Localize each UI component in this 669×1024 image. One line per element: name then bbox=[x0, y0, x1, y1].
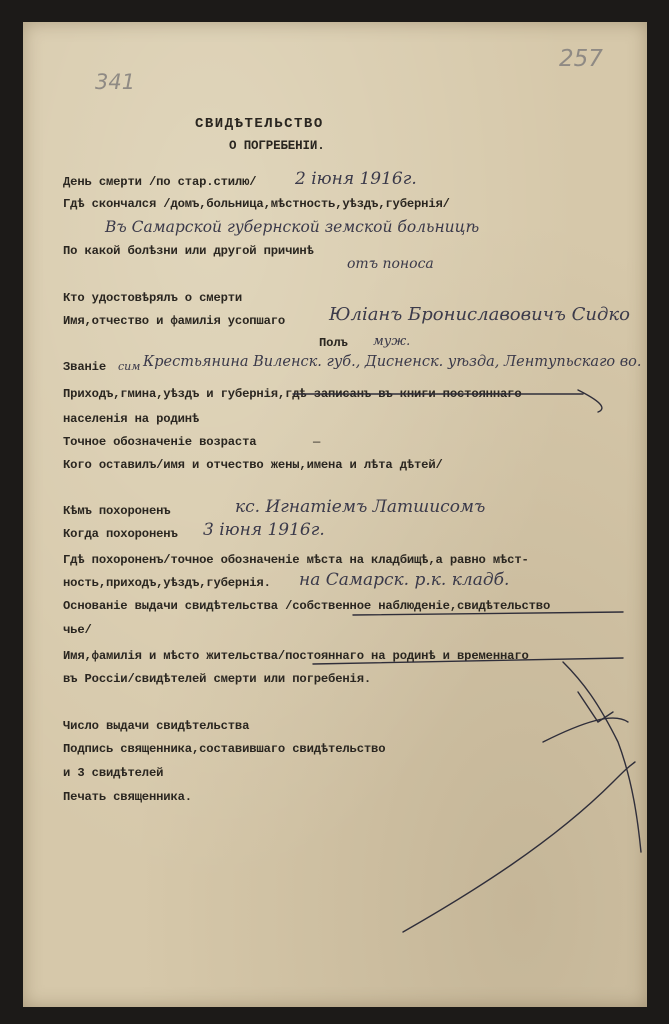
witnesses-label: Имя,фамилія и мѣсто жительства/постояннаго на родинѣ и временнаго bbox=[63, 649, 529, 663]
sex-value: муж. bbox=[373, 334, 411, 349]
disease-value: отъ поноса bbox=[347, 256, 434, 272]
diagonal-stroke-3 bbox=[403, 762, 635, 932]
strike-line-witnesses bbox=[313, 658, 623, 664]
burial-place-label: Гдѣ похороненъ/точное обозначеніе мѣста на кладбищѣ,а равно мѣст- bbox=[63, 553, 529, 567]
deceased-name-value: Юліанъ Брониславовичъ Сидко bbox=[329, 304, 630, 325]
diagonal-stroke-2 bbox=[543, 718, 628, 742]
handwritten-strokes bbox=[23, 22, 647, 1007]
disease-label: По какой болѣзни или другой причинѣ bbox=[63, 244, 314, 258]
burial-place-label-cont: ность,приходъ,уѣздъ,губернія. bbox=[63, 576, 271, 590]
diagonal-stroke-4 bbox=[578, 692, 613, 722]
seal-label: Печать священника. bbox=[63, 790, 192, 804]
age-value: — bbox=[313, 435, 321, 449]
death-day-label: День смерти /по стар.стилю/ bbox=[63, 175, 257, 189]
age-label: Точное обозначеніе возраста bbox=[63, 435, 257, 449]
rank-label: Званіе bbox=[63, 360, 106, 374]
deceased-name-label: Имя,отчество и фамилія усопшаго bbox=[63, 314, 286, 328]
buried-by-value: кс. Игнатіемъ Латшисомъ bbox=[235, 497, 486, 517]
diagonal-stroke-1 bbox=[563, 662, 641, 852]
burial-place-value: на Самарск. р.к. кладб. bbox=[299, 570, 510, 590]
rank-value: Крестьянина Виленск. губ., Дисненск. уѣзда, Лентупьскаго во. bbox=[143, 354, 642, 370]
burial-date-label: Когда похороненъ bbox=[63, 527, 178, 541]
burial-date-value: 3 іюня 1916г. bbox=[203, 520, 325, 540]
died-where-label: Гдѣ скончался /домъ,больница,мѣстность,уѣздъ,губернія/ bbox=[63, 197, 450, 211]
certified-by-label: Кто удостовѣрялъ о смерти bbox=[63, 291, 243, 305]
survivors-label: Кого оставилъ/имя и отчество жены,имена и лѣта дѣтей/ bbox=[63, 458, 443, 472]
death-day-value: 2 іюня 1916г. bbox=[295, 169, 417, 189]
page-number: 341 bbox=[95, 70, 136, 94]
sex-label: Полъ bbox=[319, 336, 348, 350]
basis-label: Основаніе выдачи свидѣтельства /собственное наблюденіе,свидѣтельство bbox=[63, 599, 551, 613]
parish-label: Приходъ,гмина,уѣздъ и губернія,гдѣ записанъ въ книги постояннаго bbox=[63, 387, 522, 401]
strike-line-basis bbox=[353, 612, 623, 615]
died-where-value: Въ Самарской губернской земской больницѣ bbox=[105, 218, 480, 236]
witnesses-label-cont: въ Россіи/свидѣтелей смерти или погребенія. bbox=[63, 672, 372, 686]
document-title: СВИДѢТЕЛЬСТВО bbox=[195, 116, 324, 132]
document-subtitle: О ПОГРЕБЕНІИ. bbox=[229, 139, 325, 153]
basis-label-cont: чье/ bbox=[63, 623, 92, 637]
buried-by-label: Кѣмъ похороненъ bbox=[63, 504, 171, 518]
priest-signature-label: Подпись священника,составившаго свидѣтельство bbox=[63, 742, 386, 756]
witness-count-label: и 3 свидѣтелей bbox=[63, 766, 164, 780]
parish-label-cont: населенія на родинѣ bbox=[63, 412, 200, 426]
rank-note: сим bbox=[118, 360, 141, 373]
issue-date-label: Число выдачи свидѣтельства bbox=[63, 719, 250, 733]
document-sheet bbox=[23, 22, 647, 1007]
archive-number: 257 bbox=[559, 46, 603, 72]
